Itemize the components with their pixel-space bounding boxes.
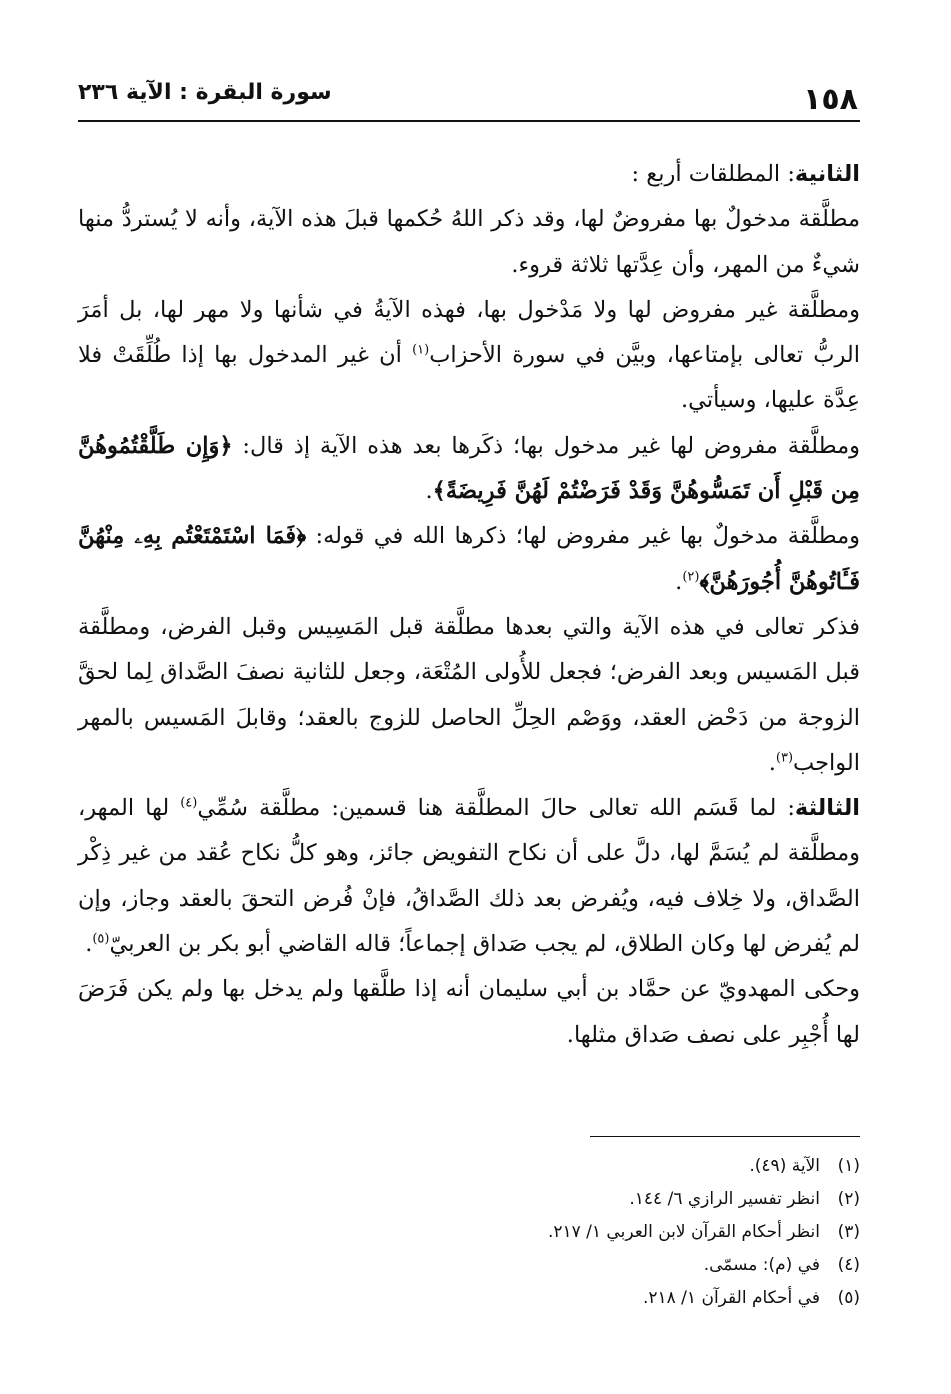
paragraph-text: . bbox=[768, 749, 776, 776]
footnote-text: انظر أحكام القرآن لابن العربي ١/ ٢١٧. bbox=[547, 1222, 820, 1242]
quran-verse: ﴿فَمَا اسْتَمْتَعْتُم بِهِۦ مِنْهُنَّ فَـَٔاتُوهُنَّ أُجُورَهُنَّ﴾ bbox=[78, 523, 860, 595]
paragraph-text: ومطلَّقة مفروض لها غير مدخول بها؛ ذكَرها بعد هذه الآية إذ قال: bbox=[232, 432, 861, 459]
paragraph-text: : المطلقات أربع : bbox=[631, 161, 795, 187]
paragraph-summary bbox=[78, 605, 860, 786]
paragraph-text: أن غير المدخول بها إذا طُلِّقَتْ فلا عِدَّة عليها، وسيأتي. bbox=[78, 342, 860, 414]
header-rule bbox=[78, 120, 860, 122]
footnote-item bbox=[78, 1216, 860, 1249]
paragraph-third bbox=[78, 786, 860, 967]
footnote-number: (٤) bbox=[837, 1255, 860, 1275]
footnote-number: (٥) bbox=[837, 1288, 860, 1308]
page-header bbox=[78, 70, 860, 122]
footnote-item bbox=[78, 1183, 860, 1216]
footnote-ref-2[interactable]: (٢) bbox=[682, 569, 700, 585]
book-page bbox=[78, 0, 860, 1394]
page-number: ١٥٨ bbox=[803, 82, 858, 117]
footnote-item bbox=[78, 1282, 860, 1315]
footnotes-list bbox=[78, 1150, 860, 1315]
paragraph-text: . bbox=[675, 568, 683, 595]
footnote-item bbox=[78, 1249, 860, 1282]
paragraph-text: لها المهر، ومطلَّقة لم يُسَمَّ لها، دلَّ على أن نكاح التفويض جائز، وهو كلُّ نكاح عُقد من غير ذِكْر الصَّداق، ولا خِلاف فيه، ويُفرض بعد ذلك الصَّداقُ، فإنْ فُرض التحقَ بالعقد وجاز، وإن لم يُفرض لها وكان الطلاق، لم يجب صَداق إجماعاً؛ قاله القاضي أبو بكر بن العربيّ bbox=[78, 795, 860, 958]
footnote-item bbox=[78, 1150, 860, 1183]
paragraph-text: ومطلَّقة غير مفروض لها ولا مَدْخول بها، فهذه الآيةُ في شأنها ولا مهر لها، بل أمَرَ الربُّ تعالى بإمتاعها، وبيَّن في سورة الأحزاب bbox=[78, 296, 861, 369]
paragraph-text: وحكى المهدويّ عن حمَّاد بن أبي سليمان أنه إذا طلَّقها ولم يدخل بها ولم يكن فَرَضَ لها أُجْبِر على نصف صَداق مثلها. bbox=[78, 976, 860, 1048]
paragraph-mahdawi bbox=[78, 967, 860, 1058]
footnote-ref-5[interactable]: (٥) bbox=[92, 931, 110, 947]
footnote-text: انظر تفسير الرازي ٦/ ١٤٤. bbox=[629, 1189, 820, 1209]
paragraph-text: ومطلَّقة مدخولٌ بها غير مفروض لها؛ ذكرها الله في قوله: bbox=[306, 523, 860, 550]
paragraph-divorcee-type-3 bbox=[78, 424, 860, 515]
footnote-text: في (م): مسمّى. bbox=[703, 1255, 820, 1275]
footnote-ref-3[interactable]: (٣) bbox=[775, 750, 794, 766]
footnote-ref-4[interactable]: (٤) bbox=[180, 795, 198, 811]
paragraph-text: فذكر تعالى في هذه الآية والتي بعدها مطلَّقة قبل المَسِيس وقبل الفرض، ومطلَّقة قبل المَسيس وبعد الفرض؛ فجعل للأُولى المُتْعَة، وجعل للثانية نصفَ الصَّداق لِما لحقَّ الزوجة من دَحْض العقد، ووَصْم الحِلِّ الحاصل للزوج بالعقد؛ وقابلَ المَسيس بالمهر الواجب bbox=[78, 613, 860, 776]
paragraph-text: . bbox=[425, 478, 433, 505]
paragraph-text: مطلَّقة مدخولٌ بها مفروضٌ لها، وقد ذكر اللهُ حُكمها قبلَ هذه الآية، وأنه لا يُستردُّ منها شيءٌ من المهر، وأن عِدَّتها ثلاثة قروء. bbox=[78, 206, 860, 278]
footnote-number: (٣) bbox=[837, 1222, 860, 1242]
paragraph-divorcee-type-1 bbox=[78, 197, 860, 288]
footnote-number: (٢) bbox=[837, 1189, 860, 1209]
paragraph-divorcee-type-4 bbox=[78, 514, 860, 605]
paragraph-text: : لما قَسَم الله تعالى حالَ المطلَّقة هنا قسمين: مطلَّقة سُمِّي bbox=[197, 795, 795, 822]
body-text bbox=[78, 152, 860, 1058]
footnote-ref-1[interactable]: (١) bbox=[412, 342, 430, 358]
section-lead-second: الثانية bbox=[794, 161, 860, 187]
running-title: سورة البقرة : الآية ٢٣٦ bbox=[78, 80, 332, 105]
footnote-text: الآية (٤٩). bbox=[749, 1156, 820, 1176]
paragraph-divorcee-type-2 bbox=[78, 288, 860, 424]
quran-verse: ﴿وَإِن طَلَّقْتُمُوهُنَّ مِن قَبْلِ أَن تَمَسُّوهُنَّ وَقَدْ فَرَضْتُمْ لَهُنَّ فَرِيضَةً﴾ bbox=[78, 432, 860, 505]
paragraph-text: . bbox=[85, 931, 93, 958]
paragraph-second-heading bbox=[78, 152, 860, 197]
section-lead-third: الثالثة bbox=[794, 795, 860, 822]
footnote-text: في أحكام القرآن ١/ ٢١٨. bbox=[642, 1288, 820, 1308]
footnote-number: (١) bbox=[837, 1156, 860, 1176]
footnote-rule bbox=[590, 1136, 860, 1137]
